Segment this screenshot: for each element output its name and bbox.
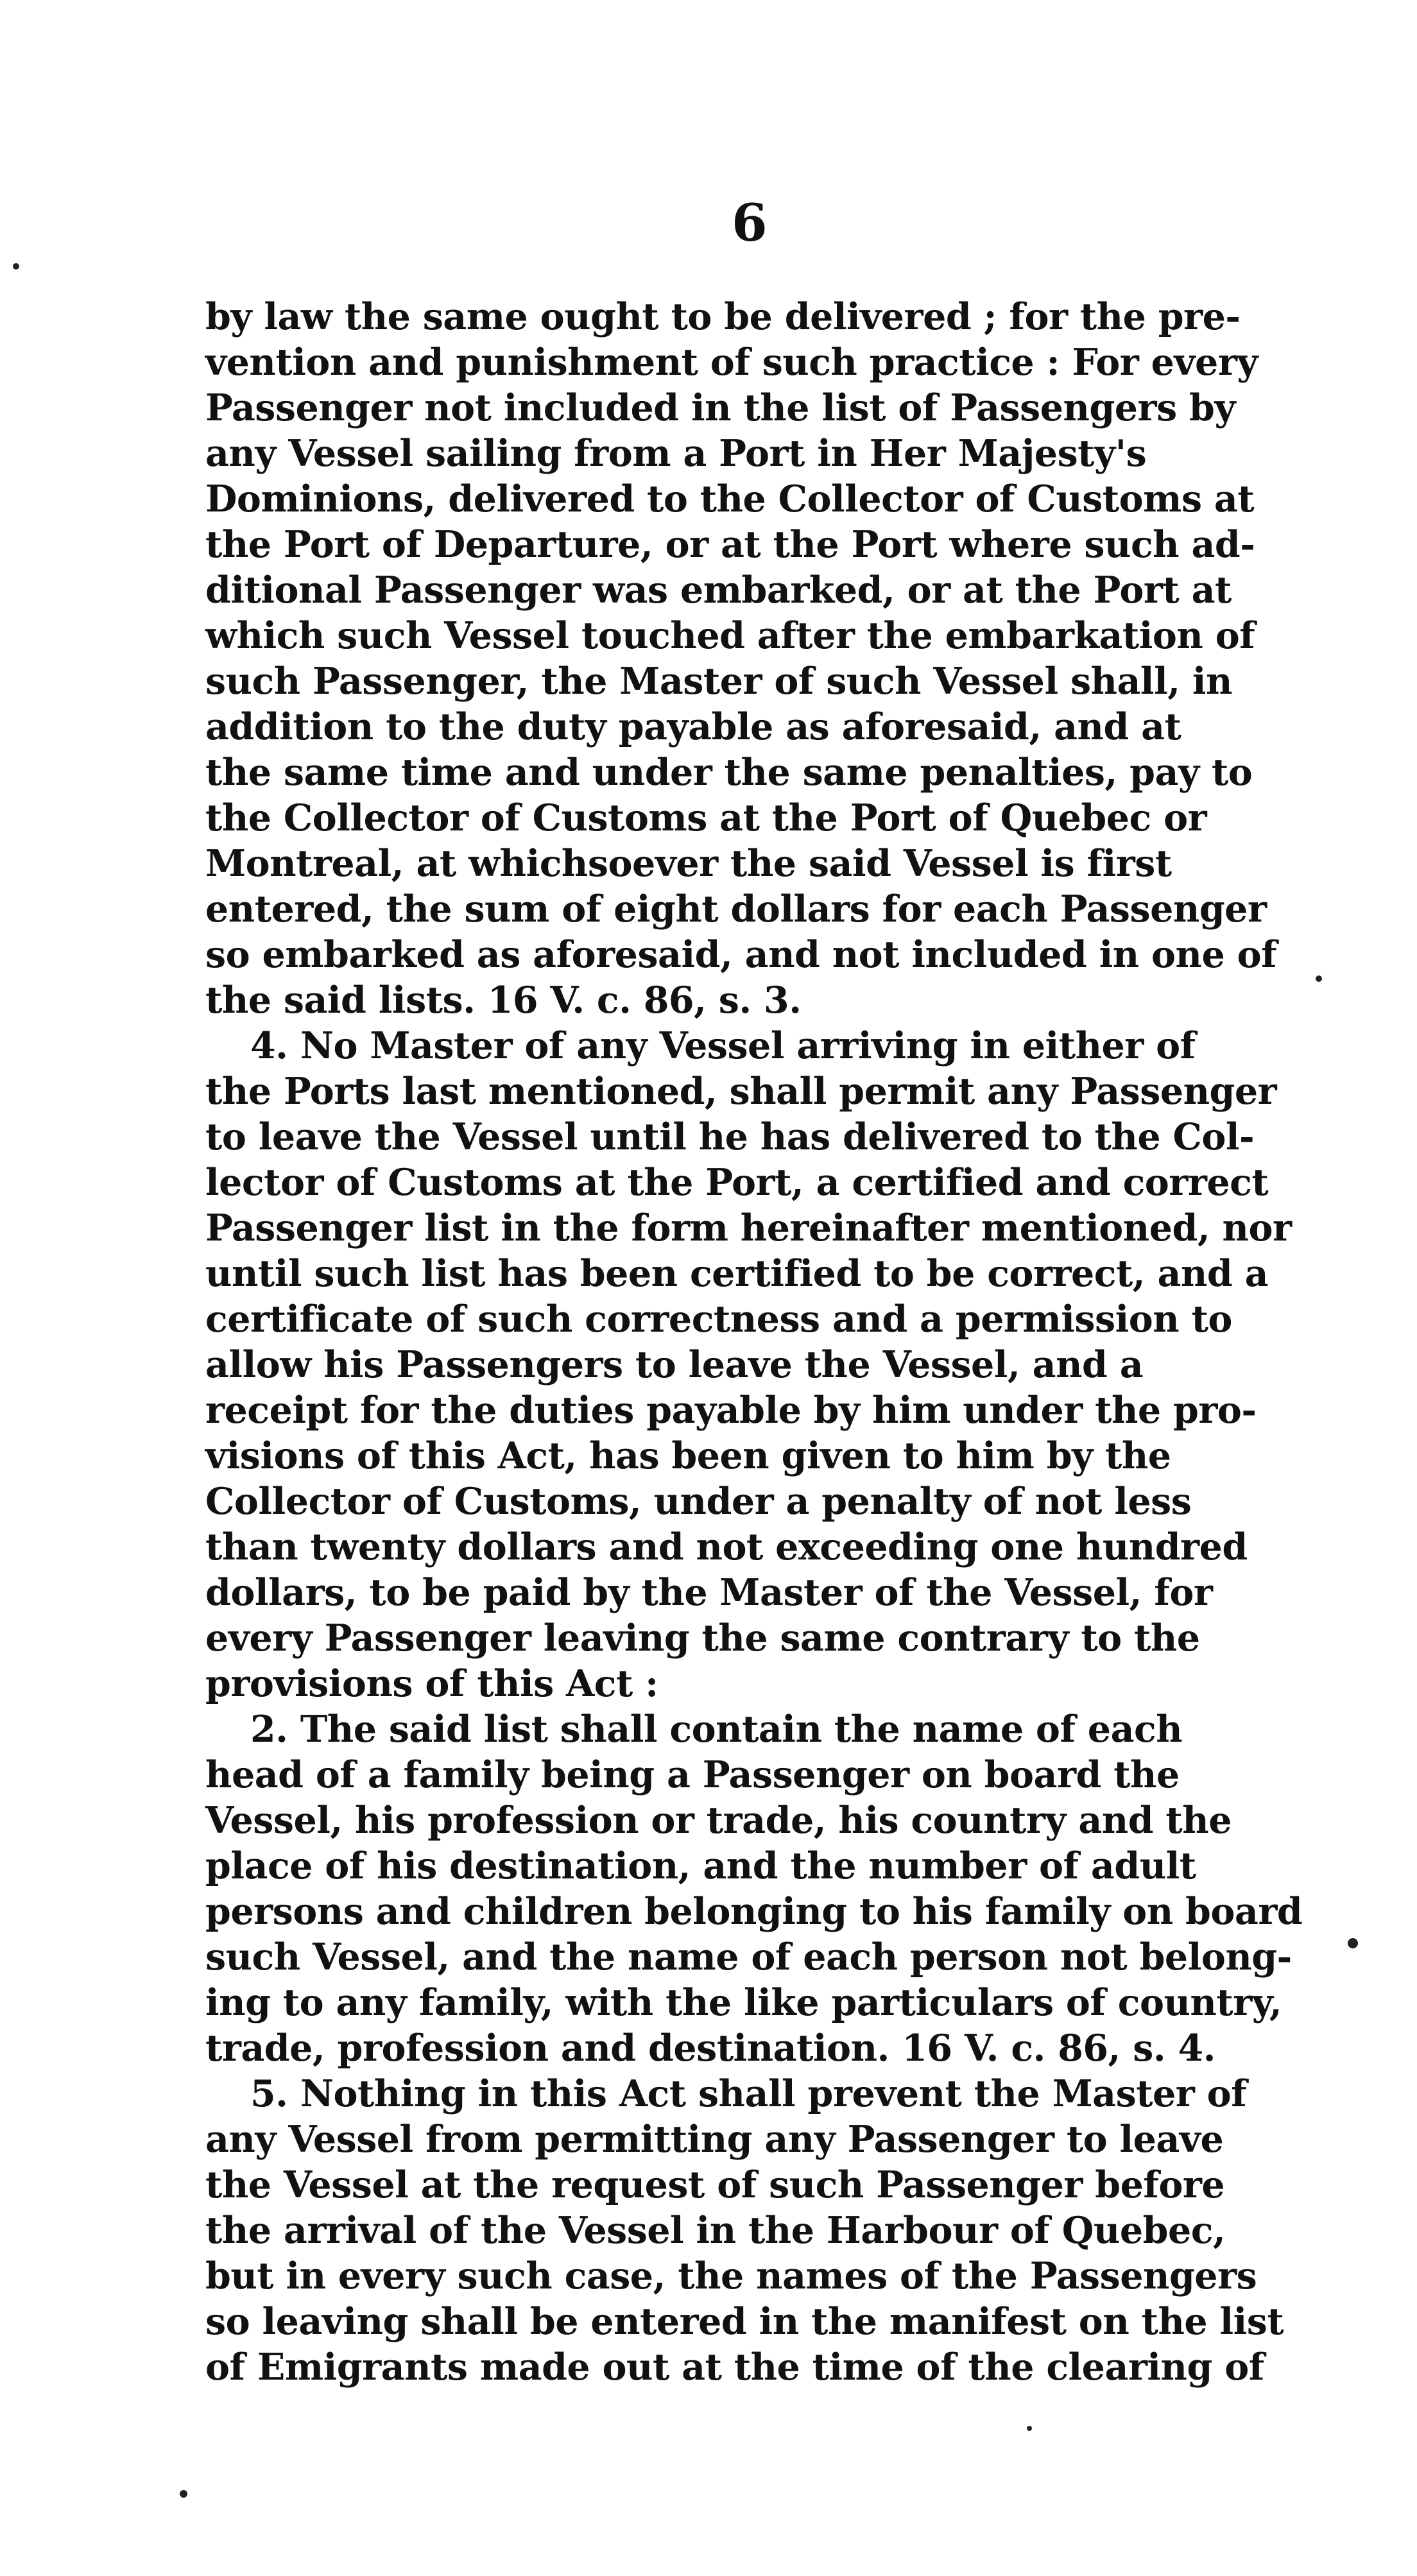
text-line: such Passenger, the Master of such Vessel shall, in (205, 660, 1233, 703)
text-line: Montreal, at whichsoever the said Vessel is first (205, 842, 1172, 885)
text-line: which such Vessel touched after the embarkation of (205, 614, 1255, 657)
text-line: vention and punishment of such practice : For every (205, 341, 1258, 384)
text-line: Vessel, his profession or trade, his country and the (205, 1799, 1232, 1842)
scan-speck (1316, 975, 1322, 982)
text-line: ditional Passenger was embarked, or at the Port at (205, 569, 1232, 612)
text-line: lector of Customs at the Port, a certified and correct (205, 1161, 1269, 1204)
text-line: until such list has been certified to be correct, and a (205, 1252, 1269, 1295)
text-line: dollars, to be paid by the Master of the Vessel, for (205, 1571, 1213, 1614)
scan-speck (13, 263, 19, 270)
text-line: the Ports last mentioned, shall permit any Passenger (205, 1070, 1277, 1113)
text-line: the Collector of Customs at the Port of Quebec or (205, 796, 1207, 839)
text-line: Collector of Customs, under a penalty of not less (205, 1480, 1192, 1523)
text-line: than twenty dollars and not exceeding one hundred (205, 1525, 1248, 1568)
text-line: receipt for the duties payable by him under the pro- (205, 1389, 1257, 1432)
text-line: the arrival of the Vessel in the Harbour of Quebec, (205, 2209, 1226, 2252)
text-line: ing to any family, with the like particulars of country, (205, 1981, 1282, 2024)
text-line: certificate of such correctness and a permission to (205, 1298, 1232, 1341)
text-line: Passenger not included in the list of Passengers by (205, 386, 1235, 429)
text-line: 4. No Master of any Vessel arriving in either of (250, 1024, 1196, 1067)
text-line: head of a family being a Passenger on board the (205, 1753, 1180, 1796)
text-line: addition to the duty payable as aforesaid, and at (205, 705, 1181, 748)
text-line: to leave the Vessel until he has delivered to the Col- (205, 1115, 1255, 1158)
text-line: Dominions, delivered to the Collector of Customs at (205, 477, 1255, 520)
text-line: entered, the sum of eight dollars for each Passenger (205, 888, 1267, 931)
text-line: by law the same ought to be delivered ; for the pre- (205, 295, 1241, 338)
text-line: the said lists. 16 V. c. 86, s. 3. (205, 979, 802, 1022)
page-number: 6 (732, 193, 768, 253)
text-line: of Emigrants made out at the time of the clearing of (205, 2346, 1264, 2389)
text-line: so leaving shall be entered in the manifest on the list (205, 2300, 1284, 2343)
scan-speck (1027, 2426, 1032, 2431)
text-line: so embarked as aforesaid, and not included in one of (205, 933, 1277, 976)
text-line: 2. The said list shall contain the name of each (250, 1708, 1183, 1751)
text-line: the same time and under the same penalties, pay to (205, 751, 1253, 794)
text-line: provisions of this Act : (205, 1662, 658, 1705)
body-text (205, 294, 1303, 2390)
text-line: any Vessel from permitting any Passenger to leave (205, 2118, 1224, 2161)
scan-speck (180, 2490, 187, 2498)
text-line: allow his Passengers to leave the Vessel, and a (205, 1343, 1144, 1386)
text-line: visions of this Act, has been given to him by the (205, 1434, 1171, 1477)
text-line: such Vessel, and the name of each person not belong- (205, 1936, 1292, 1979)
text-line: persons and children belonging to his family on board (205, 1890, 1303, 1933)
text-line: any Vessel sailing from a Port in Her Majesty's (205, 432, 1147, 475)
text-line: 5. Nothing in this Act shall prevent the Master of (250, 2072, 1247, 2115)
text-line: but in every such case, the names of the Passengers (205, 2254, 1257, 2297)
text-line: the Vessel at the request of such Passenger before (205, 2163, 1225, 2206)
text-line: place of his destination, and the number of adult (205, 1844, 1196, 1887)
scan-speck (1348, 1938, 1358, 1948)
text-line: every Passenger leaving the same contrary to the (205, 1617, 1200, 1660)
text-line: trade, profession and destination. 16 V. c. 86, s. 4. (205, 2027, 1216, 2070)
text-line: Passenger list in the form hereinafter mentioned, nor (205, 1206, 1292, 1249)
text-line: the Port of Departure, or at the Port where such ad- (205, 523, 1255, 566)
